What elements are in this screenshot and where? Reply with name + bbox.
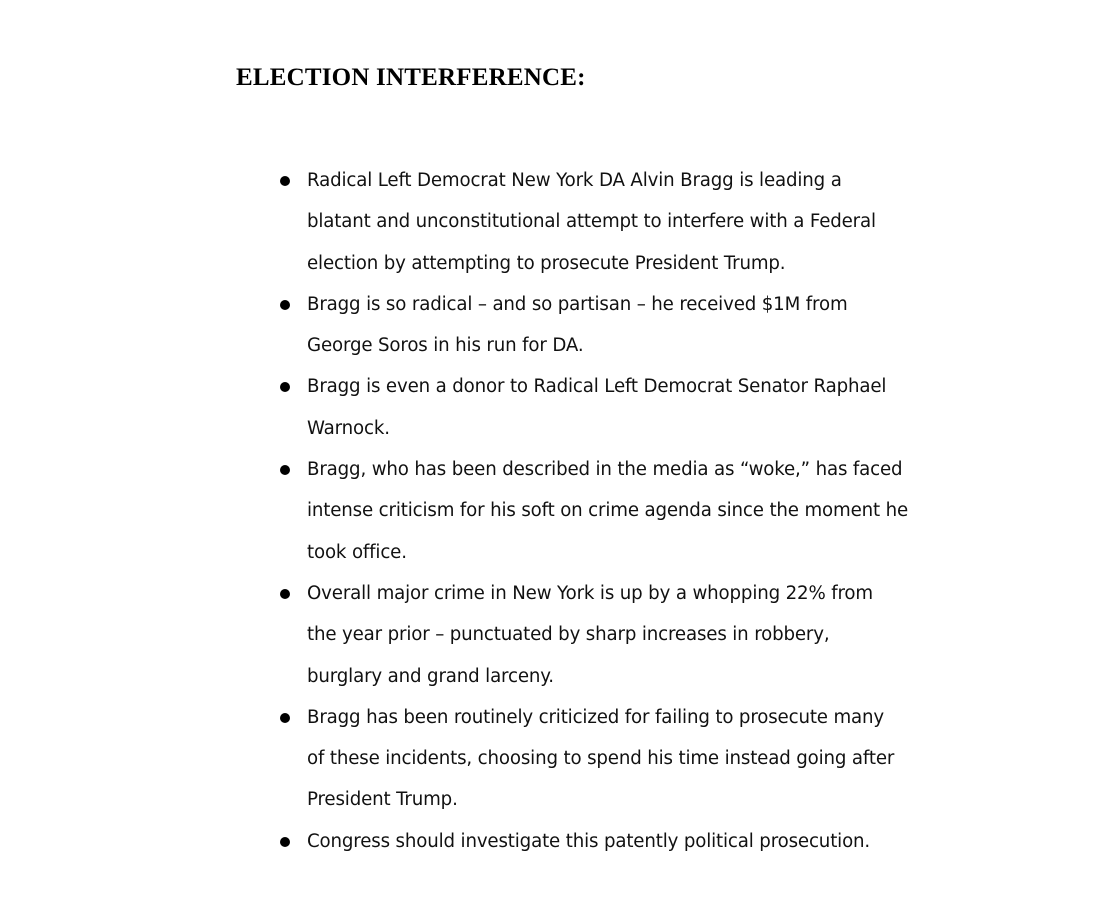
bullet-text-line: Overall major crime in New York is up by a whopping 22% from [307,582,873,604]
bullet-text-line: intense criticism for his soft on crime agenda since the moment he [307,500,909,522]
bullet-item [278,821,918,862]
document-title: ELECTION INTERFERENCE: [236,64,586,91]
bullet-dot-icon [280,176,290,186]
bullet-text-line: President Trump. [307,789,458,811]
bullet-item [278,449,918,573]
bullet-dot-icon [280,713,290,723]
bullet-text-line: blatant and unconstitutional attempt to interfere with a Federal [307,211,876,233]
bullet-item [278,573,918,697]
bullet-dot-icon [280,382,290,392]
bullet-text-line: Radical Left Democrat New York DA Alvin Bragg is leading a [307,170,842,191]
bullet-text-line: took office. [307,541,407,563]
bullet-item [278,697,918,821]
bullet-text-line: Bragg is so radical – and so partisan – he received $1M from [307,293,848,315]
bullet-text-line: George Soros in his run for DA. [307,335,584,357]
bullet-dot-icon [280,300,290,310]
bullet-text-line: Congress should investigate this patently political prosecution. [307,830,871,852]
bullet-list [278,160,918,862]
bullet-item [278,366,918,449]
bullet-item [278,160,918,284]
bullet-dot-icon [280,837,290,847]
bullet-item [278,284,918,367]
bullet-dot-icon [280,465,290,475]
bullet-text-line: Bragg has been routinely criticized for failing to prosecute many [307,706,885,728]
bullet-text-line: Bragg, who has been described in the media as “woke,” has faced [307,459,903,481]
bullet-text-line: election by attempting to prosecute President Trump. [307,252,786,274]
bullet-text-line: of these incidents, choosing to spend his time instead going after [307,748,895,770]
bullet-text-line: Warnock. [307,417,390,439]
bullet-text-line: Bragg is even a donor to Radical Left Democrat Senator Raphael [307,376,887,398]
bullet-text-line: the year prior – punctuated by sharp increases in robbery, [307,624,830,646]
bullet-dot-icon [280,589,290,599]
bullet-text-line: burglary and grand larceny. [307,665,554,687]
